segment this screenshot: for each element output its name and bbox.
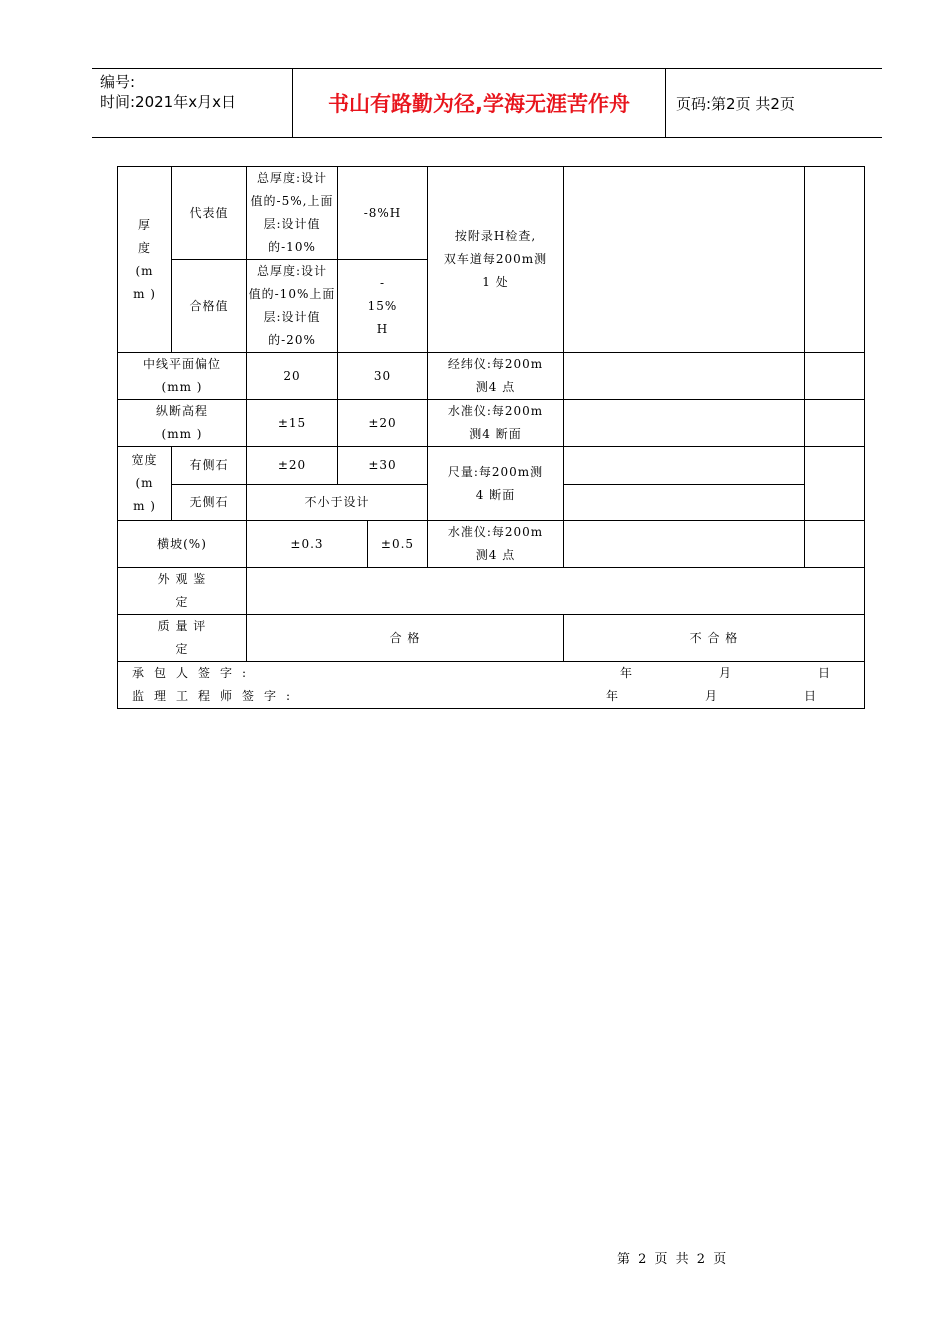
quality-evaluation-label: 质 量 评 定 xyxy=(118,615,247,662)
elevation-value-2: ±20 xyxy=(338,400,428,447)
document-number-label: 编号: xyxy=(100,73,136,91)
page-header xyxy=(92,68,882,138)
signature-cell xyxy=(118,662,865,709)
header-page-number: 页码:第2页 共2页 xyxy=(676,94,795,113)
width-label: 宽度 (m m ) xyxy=(118,447,172,521)
cross-slope-label: 横坡(%) xyxy=(118,521,247,568)
cross-slope-method: 水准仪:每200m 测4 点 xyxy=(428,521,564,568)
width-without-curb-value: 不小于设计 xyxy=(247,485,428,521)
width-with-curb-value-2: ±30 xyxy=(338,447,428,485)
cross-slope-remark-cell xyxy=(805,521,865,568)
cross-slope-value-1: ±0.3 xyxy=(247,521,368,568)
supervisor-date: 年 月 日 xyxy=(606,689,826,703)
header-info xyxy=(92,69,293,137)
thickness-representative-value: -8%H xyxy=(338,167,428,260)
thickness-pass-value: - 15% H xyxy=(338,260,428,353)
width-with-curb-label: 有侧石 xyxy=(172,447,247,485)
quality-pass: 合 格 xyxy=(247,615,564,662)
header-slogan: 书山有路勤为径,学海无涯苦作舟 xyxy=(293,69,666,137)
centerline-method: 经纬仪:每200m 测4 点 xyxy=(428,353,564,400)
thickness-label: 厚 度 (m m ) xyxy=(118,167,172,353)
cross-slope-measured-cell xyxy=(564,521,805,568)
elevation-value-1: ±15 xyxy=(247,400,338,447)
width-with-curb-measured-cell xyxy=(564,447,805,485)
supervisor-signature-label: 监理工程师签字: xyxy=(132,689,301,703)
centerline-value-2: 30 xyxy=(338,353,428,400)
width-with-curb-value-1: ±20 xyxy=(247,447,338,485)
thickness-remark-cell xyxy=(805,167,865,353)
elevation-label: 纵断高程 (mm ) xyxy=(118,400,247,447)
supervisor-signature-row xyxy=(118,685,864,708)
centerline-remark-cell xyxy=(805,353,865,400)
centerline-value-1: 20 xyxy=(247,353,338,400)
width-without-curb-measured-cell xyxy=(564,485,805,521)
centerline-label: 中线平面偏位 (mm ) xyxy=(118,353,247,400)
appearance-assessment-label: 外 观 鉴 定 xyxy=(118,568,247,615)
width-method: 尺量:每200m测 4 断面 xyxy=(428,447,564,521)
thickness-measured-cell xyxy=(564,167,805,353)
thickness-method: 按附录H检查, 双车道每200m测 1 处 xyxy=(428,167,564,353)
quality-fail: 不 合 格 xyxy=(564,615,865,662)
thickness-pass-spec: 总厚度:设计 值的-10%上面 层:设计值 的-20% xyxy=(247,260,338,353)
page-footer: 第 2 页 共 2 页 xyxy=(617,1252,729,1267)
contractor-signature-row xyxy=(118,662,864,685)
appearance-assessment-cell xyxy=(247,568,865,615)
thickness-representative-spec: 总厚度:设计 值的-5%,上面 层:设计值 的-10% xyxy=(247,167,338,260)
width-remark-cell xyxy=(805,447,865,521)
elevation-remark-cell xyxy=(805,400,865,447)
thickness-pass-label: 合格值 xyxy=(172,260,247,353)
width-without-curb-label: 无侧石 xyxy=(172,485,247,521)
contractor-date: 年 月 日 xyxy=(620,666,840,680)
thickness-representative-label: 代表值 xyxy=(172,167,247,260)
centerline-measured-cell xyxy=(564,353,805,400)
cross-slope-value-2: ±0.5 xyxy=(368,521,428,568)
elevation-method: 水准仪:每200m 测4 断面 xyxy=(428,400,564,447)
contractor-signature-label: 承包人签字: xyxy=(132,666,257,680)
inspection-table xyxy=(117,166,865,709)
document-time-label: 时间:2021年x月x日 xyxy=(100,93,236,111)
elevation-measured-cell xyxy=(564,400,805,447)
